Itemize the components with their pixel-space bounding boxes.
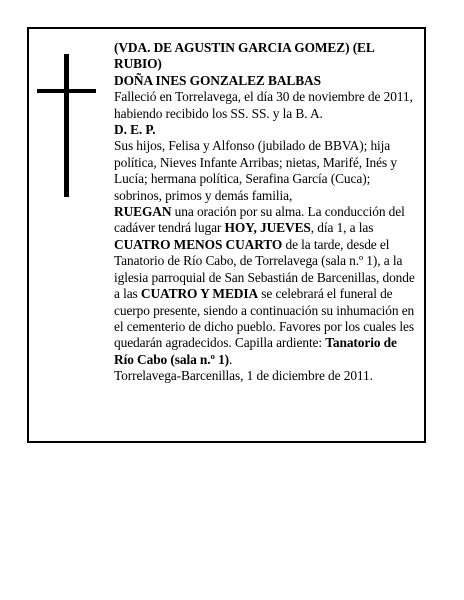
- deceased-name: DOÑA INES GONZALEZ BALBAS: [114, 72, 321, 88]
- nickname-line: (VDA. DE AGUSTIN GARCIA GOMEZ) (EL RUBIO): [114, 40, 374, 72]
- cross-icon-crossbar: [37, 89, 96, 93]
- dep-line: D. E. P.: [114, 122, 156, 138]
- obituary-text: [114, 40, 416, 385]
- death-statement: Falleció en Torrelavega, el día 30 de noviembre de 2011, habiendo recibido los SS. SS. y la B. A.: [114, 89, 413, 121]
- family-text: Sus hijos, Felisa y Alfonso (jubilado de BBVA); hija política, Nieves Infante Arribas; nietas, Marifé, Inés y Lucía; hermana política, Serafina García (Cuca); sobrinos, primos y demás familia,: [114, 138, 397, 203]
- request-text: RUEGAN una oración por su alma. La conducción del cadáver tendrá lugar HOY, JUEVES, día 1, a las CUATRO MENOS CUARTO de la tarde, desde el Tanatorio de Río Cabo, de Torrelavega (sala n.º 1), a la iglesia parroquial de San Sebastián de Barcenillas, donde a las CUATRO Y MEDIA se celebrará el funeral de cuerpo presente, siendo a continuación su inhumación en el cementerio de dicho pueblo. Favores por los cuales les quedarán agradecidos. Capilla ardiente: Tanatorio de Río Cabo (sala n.º 1).: [114, 204, 415, 367]
- dateline: Torrelavega-Barcenillas, 1 de diciembre de 2011.: [114, 368, 373, 384]
- cross-icon: [64, 54, 69, 197]
